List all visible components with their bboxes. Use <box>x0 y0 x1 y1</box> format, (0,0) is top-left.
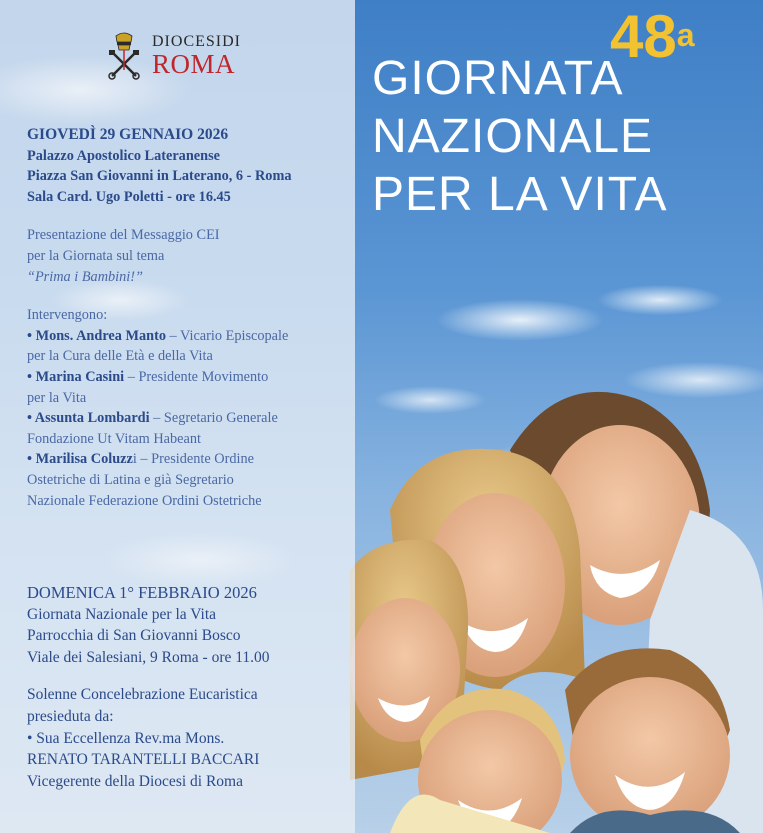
speaker-2-role-2: per la Vita <box>27 389 87 406</box>
speaker-4 <box>27 449 347 470</box>
event-1-place-2: Piazza San Giovanni in Laterano, 6 - Roma <box>27 168 292 185</box>
title-line-3: PER LA VITA <box>372 168 668 221</box>
speaker-2 <box>27 367 347 388</box>
event-1-desc-2: per la Giornata sul tema <box>27 247 165 264</box>
event-1 <box>27 125 347 511</box>
event-2-desc-1: Solenne Concelebrazione Eucaristica <box>27 686 258 704</box>
speaker-3-name: • Assunta Lombardi <box>27 410 150 427</box>
logo-line-2: ROMA <box>152 49 236 79</box>
event-1-date: GIOVEDÌ 29 GENNAIO 2026 <box>27 126 229 143</box>
page-title <box>372 50 668 224</box>
event-1-desc-1: Presentazione del Messaggio CEI <box>27 227 220 244</box>
celebrant-role: Vicegerente della Diocesi di Roma <box>27 772 243 790</box>
speaker-4-role: – Presidente Ordine <box>136 451 254 468</box>
celebrant-name: RENATO TARANTELLI BACCARI <box>27 751 260 769</box>
event-1-theme: “Prima i Bambini!” <box>27 268 143 285</box>
speaker-3-role-2: Fondazione Ut Vitam Habeant <box>27 430 201 447</box>
event-2-date: DOMENICA 1° FEBBRAIO 2026 <box>27 583 257 602</box>
papal-keys-crest-icon <box>104 30 144 80</box>
logo-line-1: DIOCESIDI <box>152 33 241 50</box>
event-2-desc-2: presieduta da: <box>27 707 114 725</box>
speaker-1-name: • Mons. Andrea Manto <box>27 327 166 344</box>
speaker-1-role-2: per la Cura delle Età e della Vita <box>27 348 213 365</box>
speakers-label: Intervengono: <box>27 307 108 324</box>
speaker-4-name: • Marilisa Coluzz <box>27 451 133 468</box>
speaker-4-role-2: Ostetriche di Latina e già Segretario <box>27 471 234 488</box>
event-2-line-2: Parrocchia di San Giovanni Bosco <box>27 627 241 645</box>
title-line-1: GIORNATA <box>372 52 624 105</box>
speaker-1-role: – Vicario Episcopale <box>165 327 289 344</box>
title-line-2: NAZIONALE <box>372 110 654 163</box>
event-2-line-3: Viale dei Salesiani, 9 Roma - ore 11.00 <box>27 648 270 666</box>
speaker-4-role-3: Nazionale Federazione Ordini Ostetriche <box>27 492 262 509</box>
event-2 <box>27 582 347 792</box>
edition-number-value: 48 <box>610 3 677 70</box>
event-1-place-3: Sala Card. Ugo Poletti - ore 16.45 <box>27 188 231 205</box>
speaker-2-name: • Marina Casini <box>27 368 125 385</box>
speaker-1 <box>27 326 347 347</box>
event-2-line-1: Giornata Nazionale per la Vita <box>27 605 217 623</box>
speaker-3-role: – Segretario Generale <box>149 410 278 427</box>
edition-number-suffix: a <box>676 17 695 53</box>
speaker-4-name-tail: i <box>132 451 137 468</box>
celebrant-line-1: • Sua Eccellenza Rev.ma Mons. <box>27 729 225 747</box>
family-photo <box>350 360 763 833</box>
diocese-logo <box>104 30 241 80</box>
speaker-3 <box>27 408 347 429</box>
event-1-place-1: Palazzo Apostolico Lateranense <box>27 147 220 164</box>
speaker-2-role: – Presidente Movimento <box>124 368 269 385</box>
